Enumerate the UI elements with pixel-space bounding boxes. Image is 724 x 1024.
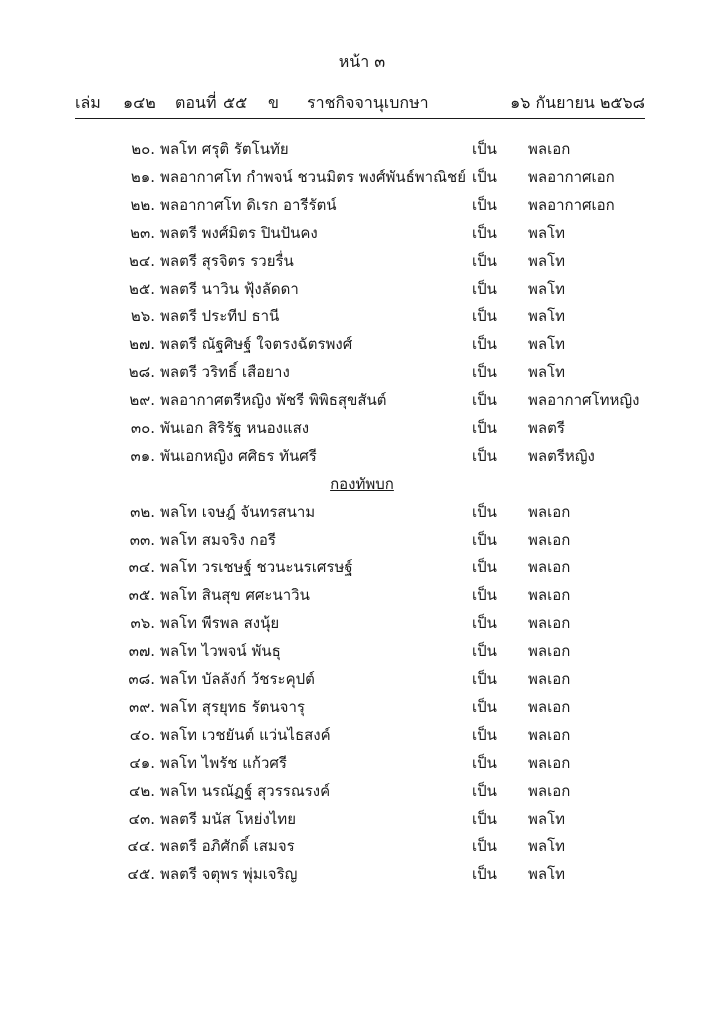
new-rank: พลโท xyxy=(528,363,566,381)
new-rank: พลเอก xyxy=(528,726,571,744)
list-item xyxy=(0,415,724,441)
promoted-as-label: เป็น xyxy=(472,503,497,521)
promoted-as-label: เป็น xyxy=(472,280,497,298)
promoted-as-label: เป็น xyxy=(472,447,497,465)
new-rank: พลอากาศเอก xyxy=(528,168,615,186)
promoted-as-label: เป็น xyxy=(472,810,497,828)
new-rank: พลเอก xyxy=(528,558,571,576)
new-rank: พลโท xyxy=(528,252,566,270)
item-number: ๒๗. xyxy=(129,335,155,353)
officer-name: พลโท สุรยุทธ รัตนจารุ xyxy=(160,698,305,716)
officer-name: พลโท บัลลังก์ วัชระคุปต์ xyxy=(160,670,315,688)
list-item xyxy=(0,694,724,720)
promoted-as-label: เป็น xyxy=(472,754,497,772)
new-rank: พลเอก xyxy=(528,614,571,632)
promoted-as-label: เป็น xyxy=(472,168,497,186)
new-rank: พลตรีหญิง xyxy=(528,447,595,465)
new-rank: พลโท xyxy=(528,837,566,855)
new-rank: พลโท xyxy=(528,335,566,353)
gazette-date: ๑๖ กันยายน ๒๕๖๘ xyxy=(510,93,645,112)
new-rank: พลเอก xyxy=(528,642,571,660)
item-number: ๒๒. xyxy=(130,196,155,214)
officer-name: พลตรี นาวิน ฟุ้งลัดดา xyxy=(160,280,299,298)
new-rank: พลเอก xyxy=(528,782,571,800)
item-number: ๓๒. xyxy=(130,503,155,521)
new-rank: พลเอก xyxy=(528,670,571,688)
list-item xyxy=(0,387,724,413)
new-rank: พลอากาศเอก xyxy=(528,196,615,214)
item-number: ๒๓. xyxy=(130,224,155,242)
item-number: ๔๓. xyxy=(128,810,155,828)
new-rank: พลอากาศโทหญิง xyxy=(528,391,640,409)
officer-name: พลโท สมจริง กอรี xyxy=(160,531,276,549)
issue-label: ตอนที่ xyxy=(175,93,217,112)
officer-name: พลโท เจษฎ์ จันทรสนาม xyxy=(160,503,316,521)
new-rank: พลโท xyxy=(528,865,566,883)
new-rank: พลเอก xyxy=(528,698,571,716)
item-number: ๓๑. xyxy=(130,447,155,465)
volume-number: ๑๔๒ xyxy=(123,93,156,112)
promoted-as-label: เป็น xyxy=(472,363,497,381)
item-number: ๒๘. xyxy=(128,363,155,381)
promoted-as-label: เป็น xyxy=(472,196,497,214)
promoted-as-label: เป็น xyxy=(472,558,497,576)
item-number: ๔๕. xyxy=(127,865,155,883)
item-number: ๓๕. xyxy=(128,586,155,604)
list-item xyxy=(0,359,724,385)
list-item xyxy=(0,499,724,525)
officer-name: พลโท นรณัฏฐ์ สุวรรณรงค์ xyxy=(160,782,331,800)
item-number: ๔๑. xyxy=(129,754,155,772)
new-rank: พลเอก xyxy=(528,586,571,604)
promoted-as-label: เป็น xyxy=(472,726,497,744)
officer-name: พลตรี ประทีป ธานี xyxy=(160,307,280,325)
officer-name: พลอากาศตรีหญิง พัชรี พิพิธสุขสันต์ xyxy=(160,391,387,409)
promoted-as-label: เป็น xyxy=(472,642,497,660)
list-item xyxy=(0,527,724,553)
promoted-as-label: เป็น xyxy=(472,391,497,409)
section-letter: ข xyxy=(268,93,279,112)
new-rank: พลเอก xyxy=(528,140,571,158)
item-number: ๓๘. xyxy=(128,670,155,688)
officer-name: พลตรี อภิศักดิ์ เสมจร xyxy=(160,837,295,855)
promoted-as-label: เป็น xyxy=(472,837,497,855)
officer-name: พลตรี ณัฐศิษฐ์ ใจตรงฉัตรพงศ์ xyxy=(160,335,353,353)
list-item xyxy=(0,861,724,887)
item-number: ๓๐. xyxy=(130,419,155,437)
item-number: ๔๐. xyxy=(129,726,155,744)
promoted-as-label: เป็น xyxy=(472,224,497,242)
list-item xyxy=(0,610,724,636)
new-rank: พลโท xyxy=(528,307,566,325)
list-item xyxy=(0,276,724,302)
promoted-as-label: เป็น xyxy=(472,335,497,353)
officer-name: พลโท ไพรัช แก้วศรี xyxy=(160,754,287,772)
volume-label: เล่ม xyxy=(75,93,101,112)
item-number: ๒๔. xyxy=(128,252,155,270)
list-item xyxy=(0,303,724,329)
promoted-as-label: เป็น xyxy=(472,698,497,716)
officer-name: พลตรี สุรจิตร รวยรื่น xyxy=(160,252,294,270)
promoted-as-label: เป็น xyxy=(472,307,497,325)
item-number: ๓๙. xyxy=(128,698,155,716)
officer-name: พันเอก สิริรัฐ หนองแสง xyxy=(160,419,310,437)
officer-name: พลอากาศโท กำพจน์ ชวนมิตร พงศ์พันธ์พาณิชย์ xyxy=(160,168,466,186)
item-number: ๓๓. xyxy=(129,531,155,549)
list-item xyxy=(0,248,724,274)
officer-name: พลตรี มนัส โหย่งไทย xyxy=(160,810,296,828)
officer-name: พลโท เวชยันต์ แว่นไธสงค์ xyxy=(160,726,331,744)
officer-name: พันเอกหญิง ศศิธร ทันศรี xyxy=(160,447,317,465)
item-number: ๒๑. xyxy=(130,168,155,186)
list-item xyxy=(0,582,724,608)
section-heading: กองทัพบก xyxy=(330,475,394,493)
officer-name: พลโท พีรพล สงนุ้ย xyxy=(160,614,280,632)
promoted-as-label: เป็น xyxy=(472,670,497,688)
promoted-as-label: เป็น xyxy=(472,531,497,549)
list-item xyxy=(0,806,724,832)
item-number: ๒๙. xyxy=(129,391,155,409)
item-number: ๒๕. xyxy=(128,280,155,298)
item-number: ๓๔. xyxy=(128,558,155,576)
promoted-as-label: เป็น xyxy=(472,140,497,158)
promoted-as-label: เป็น xyxy=(472,419,497,437)
list-item xyxy=(0,443,724,469)
officer-name: พลโท วรเชษฐ์ ชวนะนรเศรษฐ์ xyxy=(160,558,353,576)
officer-name: พลตรี จตุพร พุ่มเจริญ xyxy=(160,865,298,883)
promoted-as-label: เป็น xyxy=(472,865,497,883)
list-item xyxy=(0,554,724,580)
new-rank: พลโท xyxy=(528,810,566,828)
list-item xyxy=(0,136,724,162)
item-number: ๓๖. xyxy=(130,614,155,632)
new-rank: พลตรี xyxy=(528,419,565,437)
officer-name: พลโท ศรุติ รัตโนทัย xyxy=(160,140,289,158)
promoted-as-label: เป็น xyxy=(472,252,497,270)
new-rank: พลเอก xyxy=(528,503,571,521)
officer-name: พลตรี พงศ์มิตร ปินปันคง xyxy=(160,224,318,242)
promoted-as-label: เป็น xyxy=(472,614,497,632)
new-rank: พลเอก xyxy=(528,754,571,772)
promoted-as-label: เป็น xyxy=(472,586,497,604)
new-rank: พลโท xyxy=(528,280,566,298)
item-number: ๔๒. xyxy=(128,782,155,800)
list-item xyxy=(0,750,724,776)
list-item xyxy=(0,778,724,804)
item-number: ๔๔. xyxy=(127,837,155,855)
officer-name: พลตรี วริทธิ์ เสือยาง xyxy=(160,363,290,381)
item-number: ๒๐. xyxy=(131,140,155,158)
list-item xyxy=(0,666,724,692)
issue-number: ๕๕ xyxy=(223,93,248,112)
officer-name: พลโท ไวพจน์ พันธุ xyxy=(160,642,281,660)
officer-name: พลโท สินสุข ศศะนาวิน xyxy=(160,586,310,604)
new-rank: พลเอก xyxy=(528,531,571,549)
item-number: ๓๗. xyxy=(128,642,155,660)
list-item xyxy=(0,833,724,859)
promoted-as-label: เป็น xyxy=(472,782,497,800)
list-item xyxy=(0,192,724,218)
gazette-title: ราชกิจจานุเบกษา xyxy=(307,93,429,112)
list-item xyxy=(0,722,724,748)
list-item xyxy=(0,331,724,357)
list-item xyxy=(0,164,724,190)
list-item xyxy=(0,638,724,664)
list-item xyxy=(0,220,724,246)
page-number: หน้า ๓ xyxy=(338,52,386,71)
officer-name: พลอากาศโท ดิเรก อารีรัตน์ xyxy=(160,196,337,214)
new-rank: พลโท xyxy=(528,224,566,242)
item-number: ๒๖. xyxy=(130,307,155,325)
